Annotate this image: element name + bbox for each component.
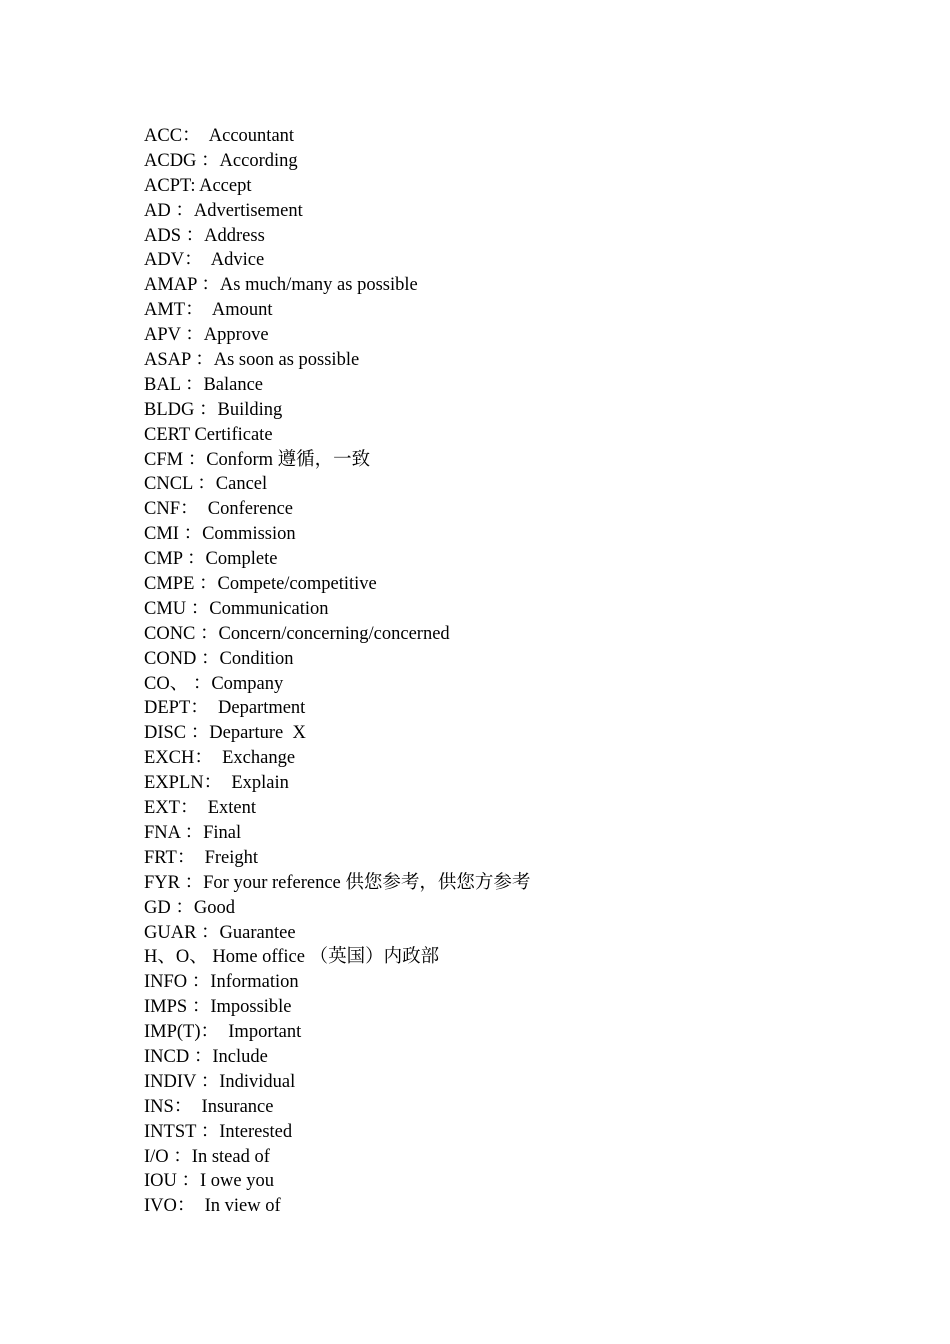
abbreviation-entry: CFM ：Conform 遵循，一致 [144, 449, 371, 470]
abbreviation-entry: APV ：Approve [144, 325, 269, 346]
abbreviation-entry: FRT： Freight [144, 847, 259, 868]
abbreviation-entry: ADS ：Address [144, 225, 265, 246]
abbreviation-entry: FYR ：For your reference 供您参考，供您方参考 [144, 872, 531, 893]
abbreviation-entry: EXT： Extent [144, 798, 257, 819]
abbreviation-entry: CERT Certificate [144, 424, 273, 445]
abbreviation-entry: AMAP ：As much/many as possible [144, 275, 418, 296]
abbreviation-entry: CMP ：Complete [144, 549, 278, 570]
abbreviation-entry: ACC： Accountant [144, 126, 295, 146]
abbreviation-entry: I/O ：In stead of [144, 1146, 270, 1167]
abbreviation-entry: INFO ：Information [144, 972, 299, 993]
abbreviation-entry: AD ：Advertisement [144, 200, 303, 221]
abbreviation-entry: GUAR ：Guarantee [144, 922, 296, 943]
abbreviation-entry: CMU ：Communication [144, 598, 329, 619]
abbreviation-entry: IMPS ：Impossible [144, 997, 292, 1018]
abbreviation-entry: INTST ：Interested [144, 1121, 293, 1142]
abbreviation-entry: IVO： In view of [144, 1196, 281, 1217]
abbreviation-entry: DISC ：Departure X [144, 723, 306, 744]
abbreviation-entry: COND ：Condition [144, 648, 294, 669]
abbreviation-entry: BAL ：Balance [144, 374, 264, 395]
abbreviation-entry: INDIV ：Individual [144, 1071, 296, 1092]
abbreviation-entry: BLDG ：Building [144, 399, 283, 420]
abbreviation-entry: CMI ：Commission [144, 524, 296, 545]
abbreviation-entry: INS： Insurance [144, 1096, 274, 1117]
abbreviation-entry: ACDG ：According [144, 150, 298, 171]
abbreviation-entry: GD ：Good [144, 897, 235, 918]
abbreviation-entry: DEPT： Department [144, 698, 306, 719]
abbreviation-entry: CNF： Conference [144, 499, 293, 520]
abbreviation-entry: CNCL ：Cancel [144, 474, 268, 495]
abbreviation-entry: INCD ：Include [144, 1046, 268, 1067]
abbreviation-entry: ASAP ：As soon as possible [144, 350, 360, 371]
abbreviation-entry: IOU ：I owe you [144, 1171, 274, 1192]
abbreviation-entry: EXCH： Exchange [144, 748, 296, 769]
abbreviation-entry: H、O、 Home office （英国）内政部 [144, 947, 440, 968]
abbreviation-entry: EXPLN： Explain [144, 773, 289, 794]
abbreviation-entry: IMP(T)： Important [144, 1022, 302, 1043]
abbreviation-entry: CONC ：Concern/concerning/concerned [144, 623, 450, 644]
abbreviation-entry: ACPT: Accept [144, 175, 252, 196]
abbreviation-entry: CMPE ：Compete/competitive [144, 574, 377, 595]
abbreviation-entry: CO、 ：Company [144, 673, 284, 694]
abbreviation-list [144, 124, 530, 1219]
abbreviation-entry: AMT： Amount [144, 300, 273, 321]
abbreviation-entry: FNA ：Final [144, 822, 242, 843]
abbreviation-entry: ADV： Advice [144, 250, 265, 271]
